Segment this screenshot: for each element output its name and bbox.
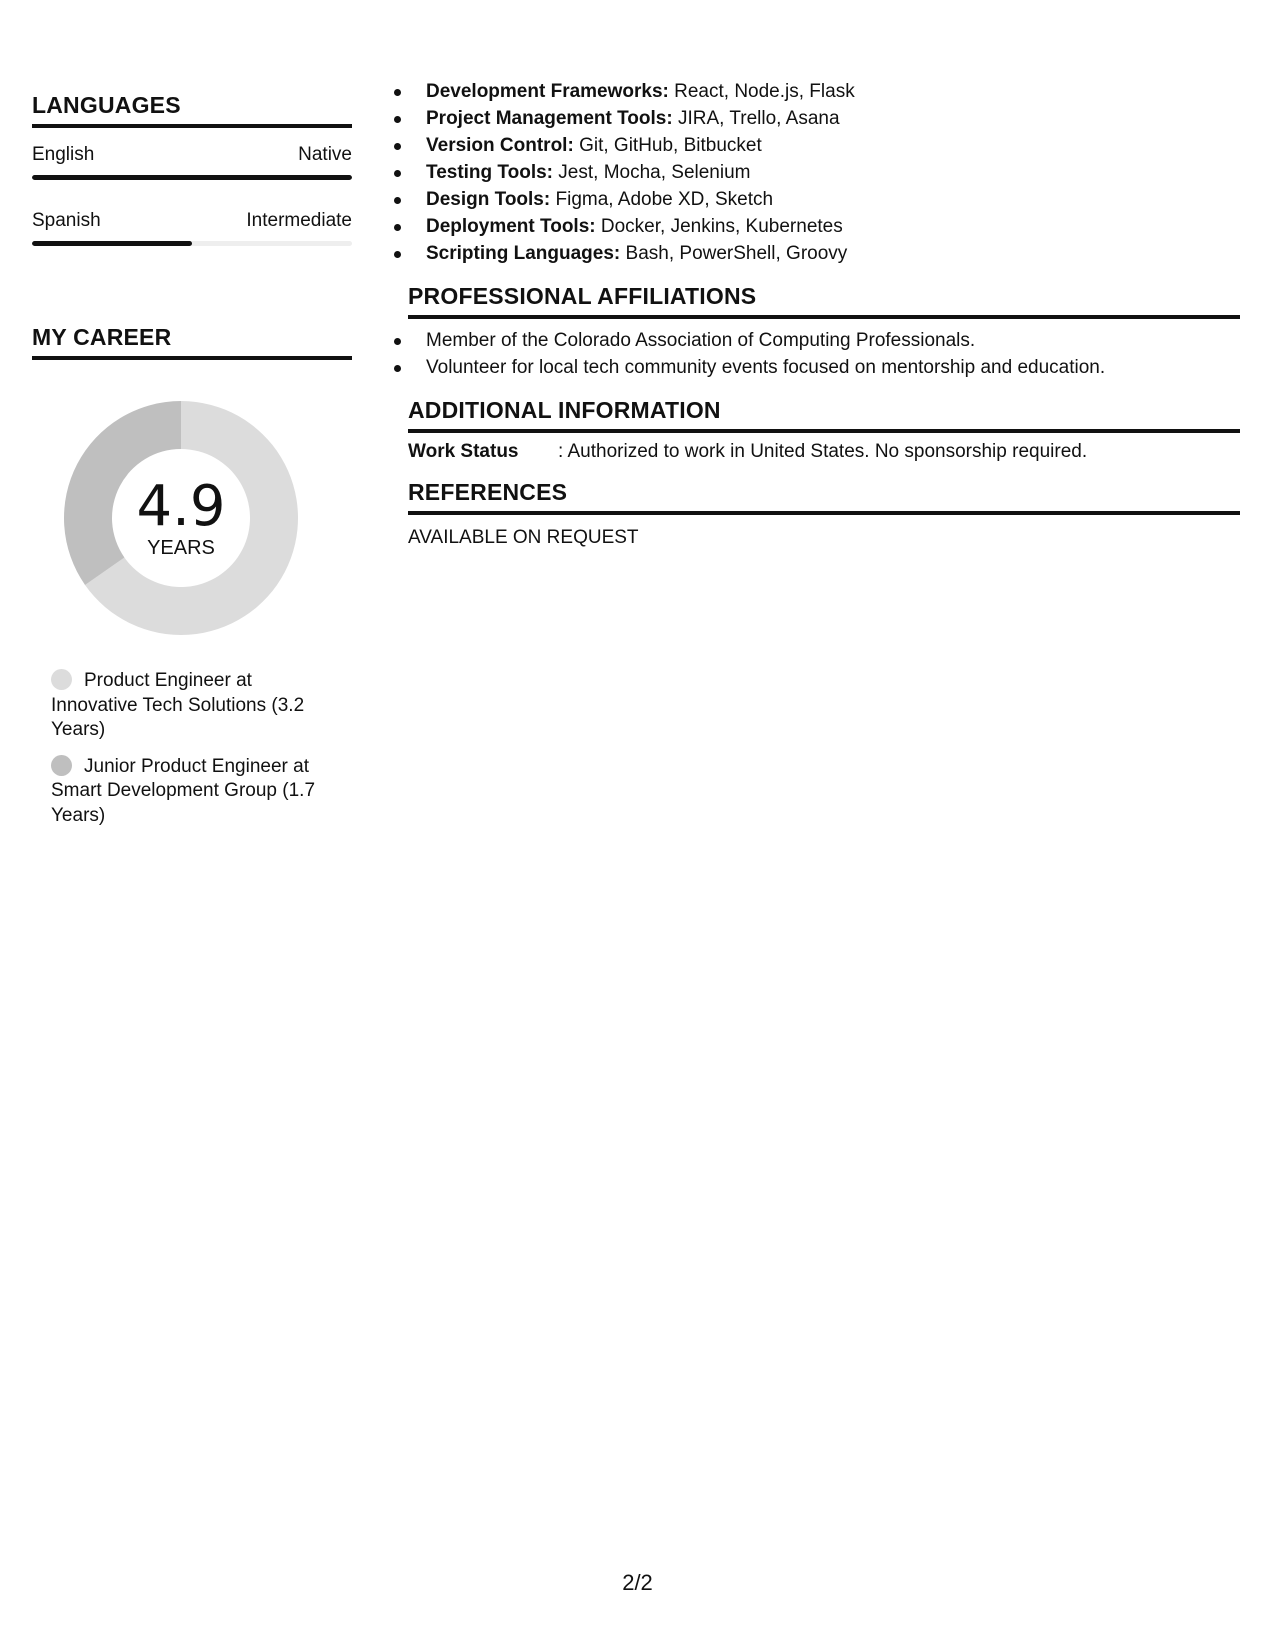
work-status-value: : Authorized to work in United States. No sponsorship required.	[558, 441, 1088, 462]
skill-key: Development Frameworks:	[426, 81, 669, 102]
skill-key: Scripting Languages:	[426, 243, 621, 264]
references-section	[408, 479, 1240, 549]
language-header	[32, 210, 352, 232]
skill-key: Version Control:	[426, 135, 574, 156]
legend-item	[51, 755, 326, 829]
languages-title: LANGUAGES	[32, 92, 352, 128]
skill-value: Docker, Jenkins, Kubernetes	[595, 216, 843, 237]
career-section	[32, 324, 352, 828]
skill-value: Figma, Adobe XD, Sketch	[550, 189, 774, 210]
references-title: REFERENCES	[408, 479, 1240, 515]
skill-key: Project Management Tools:	[426, 108, 673, 129]
additional-info-section	[408, 397, 1240, 463]
affiliations-title: PROFESSIONAL AFFILIATIONS	[408, 283, 1240, 319]
language-english	[32, 144, 352, 180]
list-item: Member of the Colorado Association of Computing Professionals.	[408, 327, 1240, 354]
language-proficiency-fill	[32, 241, 192, 246]
list-item	[408, 78, 1240, 105]
language-name: Spanish	[32, 210, 101, 231]
career-title: MY CAREER	[32, 324, 352, 360]
additional-info-title: ADDITIONAL INFORMATION	[408, 397, 1240, 433]
language-spanish	[32, 210, 352, 246]
language-proficiency-bar	[32, 175, 352, 180]
affiliations-list	[408, 327, 1240, 381]
skill-value: Jest, Mocha, Selenium	[553, 162, 751, 183]
legend-label: Product Engineer at Innovative Tech Solutions (3.2 Years)	[51, 670, 305, 740]
skill-key: Deployment Tools:	[426, 216, 596, 237]
language-header	[32, 144, 352, 166]
career-total-unit: YEARS	[147, 536, 215, 559]
list-item	[408, 132, 1240, 159]
skill-value: Git, GitHub, Bitbucket	[573, 135, 762, 156]
work-status-row	[408, 441, 1240, 463]
donut-center	[56, 393, 306, 643]
list-item: Volunteer for local tech community events focused on mentorship and education.	[408, 354, 1240, 381]
list-item	[408, 213, 1240, 240]
skill-value: Bash, PowerShell, Groovy	[620, 243, 848, 264]
list-item	[408, 186, 1240, 213]
affiliations-section	[408, 283, 1240, 381]
legend-swatch	[51, 755, 72, 776]
languages-section	[32, 92, 352, 246]
page-number: 2/2	[622, 1570, 653, 1595]
left-column	[32, 92, 352, 828]
career-total-value: 4.9	[136, 473, 226, 539]
legend-item	[51, 669, 326, 743]
skill-value: React, Node.js, Flask	[668, 81, 855, 102]
work-status-label: Work Status	[408, 441, 519, 462]
language-level: Native	[298, 144, 352, 165]
language-proficiency-fill	[32, 175, 352, 180]
references-text: AVAILABLE ON REQUEST	[408, 527, 639, 548]
skill-key: Testing Tools:	[426, 162, 554, 183]
list-item	[408, 240, 1240, 267]
language-proficiency-bar	[32, 241, 352, 246]
list-item	[408, 105, 1240, 132]
language-name: English	[32, 144, 95, 165]
legend-label: Junior Product Engineer at Smart Development Group (1.7 Years)	[51, 755, 316, 826]
list-item	[408, 159, 1240, 186]
career-donut-chart	[56, 393, 306, 643]
legend-swatch	[51, 669, 72, 690]
career-legend	[51, 669, 326, 828]
skill-key: Design Tools:	[426, 189, 551, 210]
language-level: Intermediate	[246, 210, 352, 231]
right-column	[408, 78, 1240, 549]
skills-list	[408, 78, 1240, 267]
skill-value: JIRA, Trello, Asana	[672, 108, 840, 129]
